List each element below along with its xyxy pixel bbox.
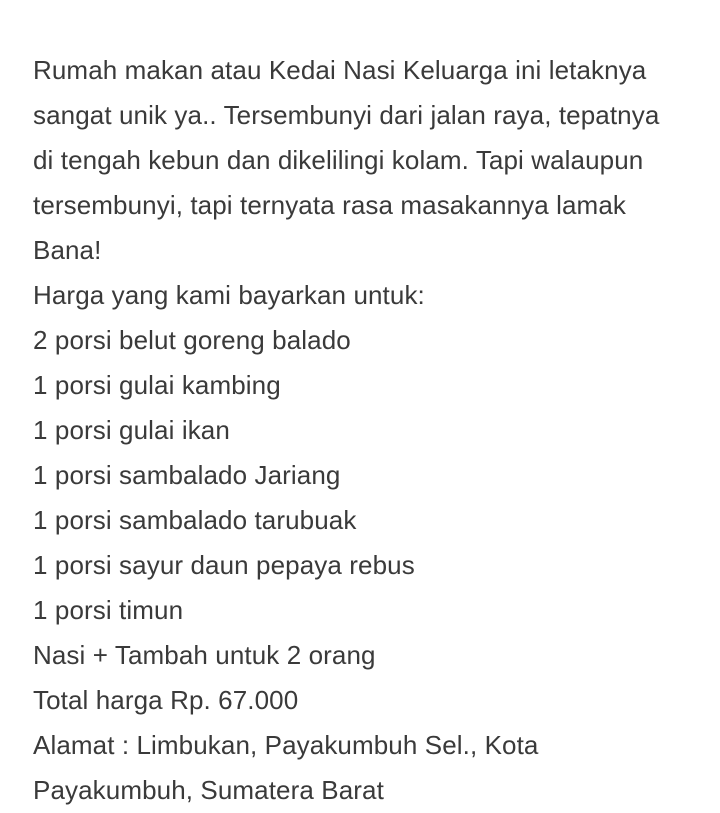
menu-item: 1 porsi gulai kambing	[33, 370, 281, 400]
menu-item: 2 porsi belut goreng balado	[33, 325, 351, 355]
intro-text-line: tersembunyi, tapi ternyata rasa masakannya lamak	[33, 190, 626, 220]
intro-text-line: Rumah makan atau Kedai Nasi Keluarga ini letaknya	[33, 55, 647, 85]
review-text-body	[33, 48, 703, 813]
menu-item: 1 porsi sayur daun pepaya rebus	[33, 550, 415, 580]
intro-text-line: di tengah kebun dan dikelilingi kolam. Tapi walaupun	[33, 145, 644, 175]
menu-item: Nasi + Tambah untuk 2 orang	[33, 640, 376, 670]
price-heading: Harga yang kami bayarkan untuk:	[33, 280, 425, 310]
menu-item: 1 porsi timun	[33, 595, 184, 625]
address-line: Alamat : Limbukan, Payakumbuh Sel., Kota	[33, 730, 539, 760]
intro-text-line: sangat unik ya.. Tersembunyi dari jalan raya, tepatnya	[33, 100, 660, 130]
menu-item: 1 porsi sambalado tarubuak	[33, 505, 357, 535]
total-price: Total harga Rp. 67.000	[33, 685, 299, 715]
menu-item: 1 porsi sambalado Jariang	[33, 460, 341, 490]
menu-item: 1 porsi gulai ikan	[33, 415, 230, 445]
address-line: Payakumbuh, Sumatera Barat	[33, 775, 384, 805]
intro-text-line: Bana!	[33, 235, 102, 265]
